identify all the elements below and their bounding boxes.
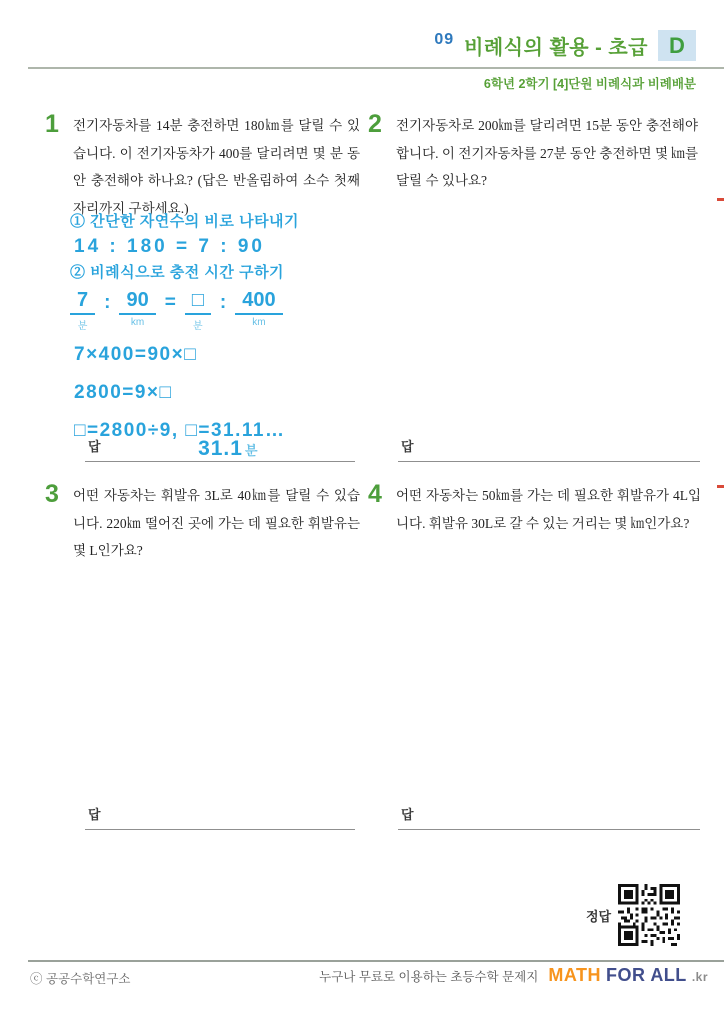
answer-row-2 <box>398 432 700 462</box>
equals-sign: = <box>164 292 176 313</box>
problem-4 <box>368 482 701 537</box>
level-badge: D <box>658 30 696 61</box>
problem-text: 어떤 자동차는 50㎞를 가는 데 필요한 휘발유가 4L입니다. 휘발유 30L로 갈 수 있는 거리는 몇 ㎞인가요? <box>396 488 701 531</box>
solution-step-1-label: ① 간단한 자연수의 비로 나타내기 <box>70 213 300 230</box>
problem-text: 어떤 자동차는 휘발유 3L로 40㎞를 달릴 수 있습니다. 220㎞ 떨어진 곳에 가는 데 필요한 휘발유는 몇 L인가요? <box>73 488 360 559</box>
logo-part-forall: FOR ALL <box>605 965 687 985</box>
footer-tagline: 누구나 무료로 이용하는 초등수학 문제지 <box>319 970 539 984</box>
answer-row-1 <box>85 432 355 462</box>
proportion-term <box>235 289 282 328</box>
header-divider <box>28 67 724 69</box>
proportion-term <box>119 289 155 328</box>
ratio-colon: : <box>219 292 227 313</box>
term-unit: km <box>130 317 145 328</box>
copyright: ⓒ 공공수학연구소 <box>30 972 131 986</box>
edge-mark <box>717 198 724 201</box>
handwritten-solution <box>70 207 365 442</box>
solution-equation-1: 7×400=90×□ <box>74 344 198 365</box>
footer-right <box>319 965 708 986</box>
problem-text: 전기자동차로 200㎞를 달리려면 15분 동안 충전해야 합니다. 이 전기자동차를 27분 동안 충전하면 몇 ㎞를 달릴 수 있나요? <box>396 118 698 189</box>
proportion-equation <box>70 289 365 332</box>
answer-label: 답 <box>401 439 414 454</box>
term-unit: km <box>252 317 266 328</box>
solution-step-2-label: ② 비례식으로 충전 시간 구하기 <box>70 264 285 281</box>
term-unit: 분 <box>193 321 203 332</box>
qr-code <box>618 884 680 946</box>
answer-value-area <box>414 459 700 461</box>
math-for-all-logo <box>548 965 708 986</box>
answer-label: 답 <box>88 807 101 822</box>
solution-equation-3: □=2800÷9, □=31.11… <box>74 419 286 441</box>
ratio-colon: : <box>104 292 111 313</box>
answer-unit: 분 <box>244 443 258 459</box>
edge-mark <box>717 485 724 488</box>
logo-suffix-kr: .kr <box>691 970 708 984</box>
solution-step-1-work: 14 : 180 = 7 : 90 <box>74 236 265 257</box>
answer-row-3 <box>85 800 355 830</box>
answer-label: 답 <box>88 439 101 454</box>
term-value: □ <box>185 289 211 315</box>
answer-value-area <box>101 438 355 461</box>
proportion-term <box>185 289 211 332</box>
answer-label: 답 <box>401 807 414 822</box>
term-value: 90 <box>119 289 155 315</box>
footer-divider <box>28 960 724 962</box>
proportion-term <box>70 289 95 332</box>
problem-2 <box>368 112 698 195</box>
answer-qr-block <box>586 884 680 946</box>
problem-number: 1 <box>45 110 59 138</box>
problem-number: 3 <box>45 480 59 508</box>
lesson-number: 09 <box>434 30 455 48</box>
problem-number: 4 <box>368 480 382 508</box>
page-title: 비례식의 활용 - 초급 <box>464 37 648 59</box>
term-value: 7 <box>70 289 95 315</box>
answer-value-area <box>414 827 700 829</box>
answer-value-area <box>101 827 355 829</box>
problem-text: 전기자동차를 14분 충전하면 180㎞를 달릴 수 있습니다. 이 전기자동차가 400를 달리려면 몇 분 동안 충전해야 하나요? (답은 반올림하여 소수 첫째 자리까지 구하세요.) <box>73 118 360 217</box>
logo-part-math: MATH <box>548 965 601 985</box>
term-value: 400 <box>235 289 282 315</box>
solution-equation-2: 2800=9×□ <box>74 381 173 403</box>
problem-number: 2 <box>368 110 382 138</box>
problem-3 <box>45 482 360 565</box>
unit-subtitle: 6학년 2학기 [4]단원 비례식과 비례배분 <box>483 77 696 91</box>
qr-label: 정답 <box>586 908 612 924</box>
term-unit: 분 <box>77 321 88 332</box>
answer-value: 31.1 <box>198 437 243 460</box>
header <box>434 30 696 61</box>
answer-row-4 <box>398 800 700 830</box>
